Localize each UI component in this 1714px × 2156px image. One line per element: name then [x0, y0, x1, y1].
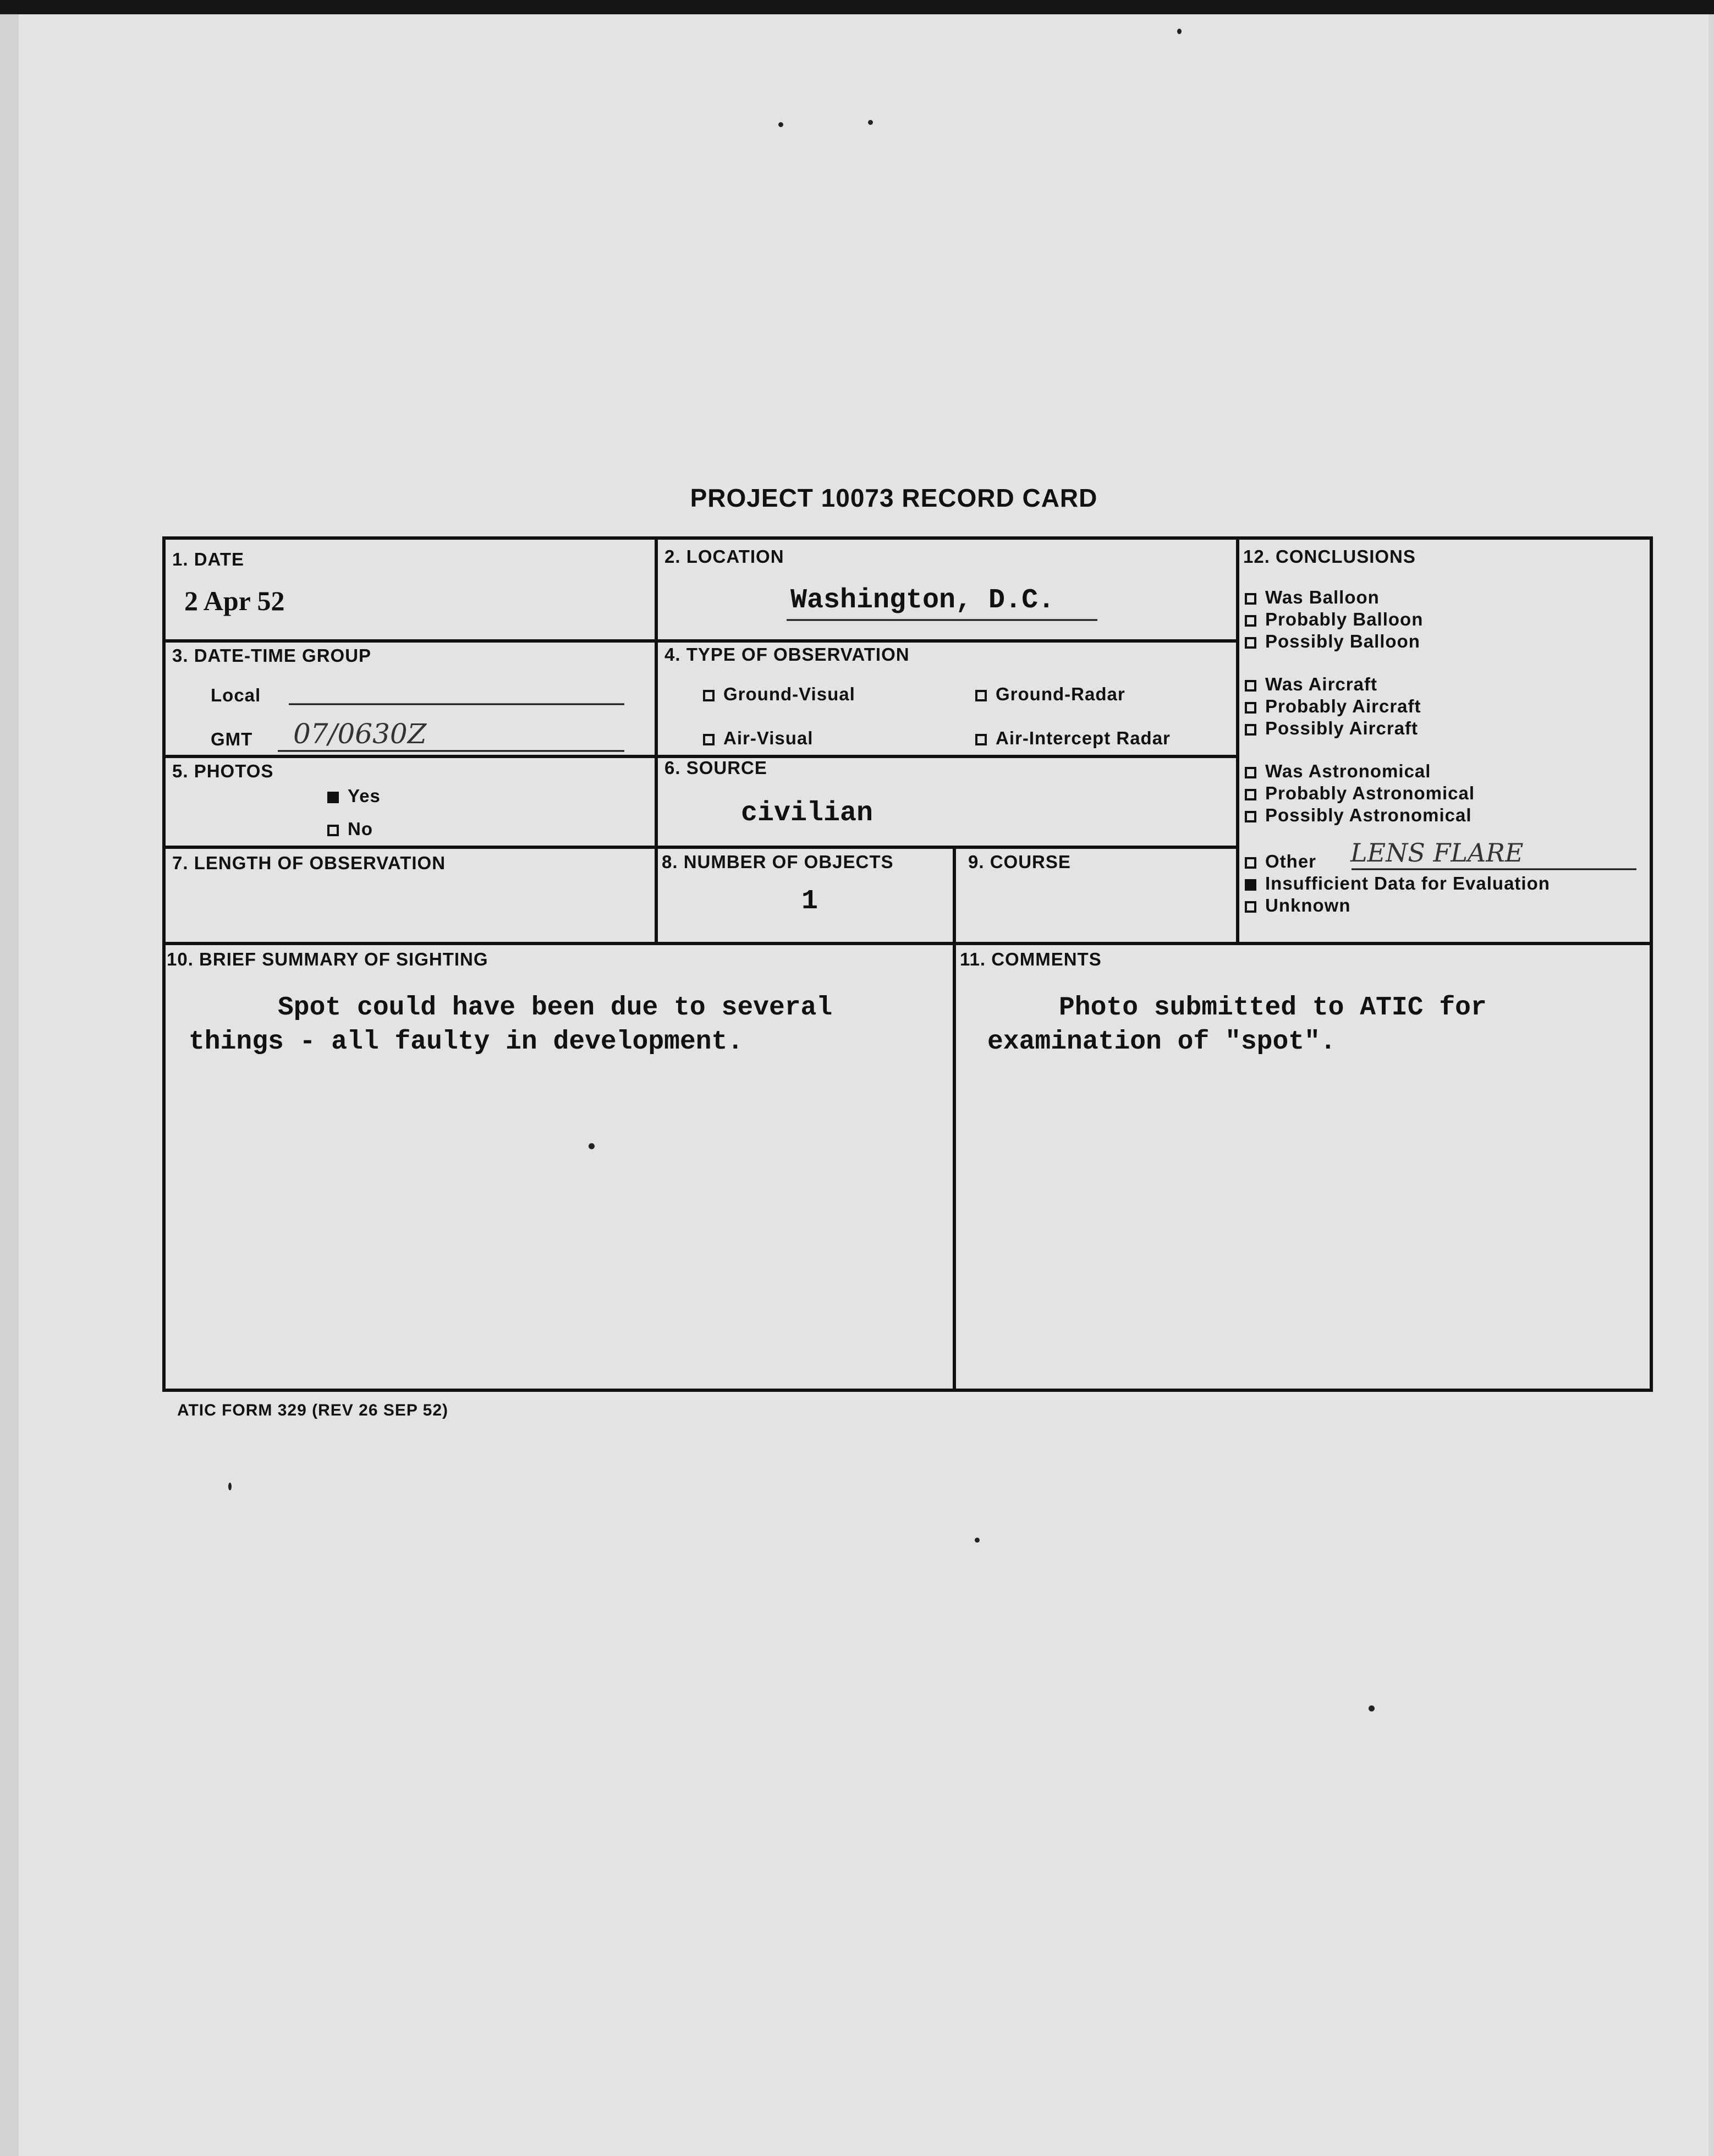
conclusion-probably-astronomical[interactable]: [1245, 783, 1475, 804]
option-air-intercept-radar[interactable]: [975, 728, 1171, 749]
option-label: Probably Aircraft: [1265, 696, 1421, 716]
scan-speck: [868, 120, 873, 125]
option-label: Was Astronomical: [1265, 761, 1431, 781]
option-label: Was Aircraft: [1265, 674, 1377, 694]
summary-line-1: Spot could have been due to several: [278, 993, 833, 1023]
local-time-label: Local: [211, 685, 261, 705]
option-label: Probably Astronomical: [1265, 783, 1475, 803]
option-label: Ground-Visual: [723, 684, 855, 704]
checkbox[interactable]: [703, 734, 715, 745]
conclusion-was-aircraft[interactable]: [1245, 674, 1377, 695]
conclusion-unknown[interactable]: [1245, 895, 1350, 916]
scan-speck: [1177, 29, 1182, 34]
scan-right-edge: [1708, 14, 1714, 2156]
location-label: 2. LOCATION: [664, 546, 784, 567]
checkbox[interactable]: [1245, 901, 1256, 913]
checkbox[interactable]: [975, 734, 987, 745]
scan-speck: [228, 1483, 232, 1490]
scan-speck: [1369, 1705, 1375, 1711]
photos-label: 5. PHOTOS: [172, 761, 274, 781]
checkbox[interactable]: [1245, 637, 1256, 649]
option-label: Probably Balloon: [1265, 609, 1424, 629]
conclusion-possibly-aircraft[interactable]: [1245, 718, 1418, 739]
conclusion-was-balloon[interactable]: [1245, 587, 1380, 608]
form-footer: ATIC FORM 329 (REV 26 SEP 52): [177, 1401, 449, 1419]
summary-label: 10. BRIEF SUMMARY OF SIGHTING: [167, 949, 488, 969]
date-time-group-label: 3. DATE-TIME GROUP: [172, 645, 372, 666]
checkbox[interactable]: [975, 690, 987, 701]
option-label: Unknown: [1265, 895, 1351, 915]
source-label: 6. SOURCE: [664, 758, 767, 778]
checkbox[interactable]: [1245, 724, 1256, 736]
conclusion-was-astronomical[interactable]: [1245, 761, 1431, 782]
date-value: 2 Apr 52: [184, 585, 285, 616]
gmt-label: GMT: [211, 729, 253, 749]
location-value: Washington, D.C.: [790, 585, 1055, 616]
number-of-objects-value: 1: [801, 886, 818, 917]
checkbox[interactable]: [327, 825, 339, 836]
option-ground-visual[interactable]: [703, 684, 855, 705]
checkbox[interactable]: [1245, 615, 1256, 627]
option-label: No: [348, 819, 373, 839]
checkbox[interactable]: [1245, 680, 1256, 692]
record-card-form: [162, 536, 1653, 1392]
type-of-observation-label: 4. TYPE OF OBSERVATION: [664, 644, 910, 665]
option-label: Insufficient Data for Evaluation: [1265, 873, 1550, 893]
checkbox-checked[interactable]: [1245, 879, 1256, 891]
option-label: Ground-Radar: [996, 684, 1125, 704]
photos-no-option[interactable]: [327, 819, 373, 840]
gmt-value: 07/0630Z: [293, 718, 427, 750]
length-of-observation-label: 7. LENGTH OF OBSERVATION: [172, 853, 446, 873]
option-air-visual[interactable]: [703, 728, 813, 749]
photos-yes-option[interactable]: [327, 786, 381, 807]
scan-top-border: [0, 0, 1714, 14]
option-label: Air-Visual: [723, 728, 814, 748]
conclusion-other[interactable]: [1245, 851, 1316, 872]
conclusion-possibly-astronomical[interactable]: [1245, 805, 1472, 826]
checkbox[interactable]: [1245, 857, 1256, 869]
conclusion-other-value: LENS FLARE: [1350, 838, 1524, 868]
checkbox[interactable]: [1245, 767, 1256, 778]
conclusion-probably-aircraft[interactable]: [1245, 696, 1421, 717]
scan-left-edge: [0, 14, 19, 2156]
comments-line-1: Photo submitted to ATIC for: [1059, 993, 1487, 1023]
checkbox[interactable]: [1245, 789, 1256, 800]
option-label: Other: [1265, 851, 1317, 871]
comments-label: 11. COMMENTS: [960, 949, 1102, 969]
scan-speck: [975, 1538, 980, 1543]
option-label: Yes: [348, 786, 381, 806]
source-value: civilian: [741, 798, 874, 829]
conclusion-probably-balloon[interactable]: [1245, 609, 1423, 630]
option-label: Was Balloon: [1265, 587, 1380, 607]
checkbox[interactable]: [703, 690, 715, 701]
conclusion-possibly-balloon[interactable]: [1245, 631, 1420, 652]
option-label: Possibly Astronomical: [1265, 805, 1472, 825]
number-of-objects-label: 8. NUMBER OF OBJECTS: [662, 852, 894, 872]
checkbox[interactable]: [1245, 811, 1256, 822]
summary-line-2: things - all faulty in development.: [189, 1027, 744, 1057]
option-label: Possibly Aircraft: [1265, 718, 1419, 738]
date-label: 1. DATE: [172, 549, 245, 569]
option-ground-radar[interactable]: [975, 684, 1125, 705]
conclusion-insufficient-data[interactable]: [1245, 873, 1550, 894]
course-label: 9. COURSE: [968, 852, 1071, 872]
conclusions-label: 12. CONCLUSIONS: [1243, 546, 1416, 567]
checkbox[interactable]: [1245, 593, 1256, 605]
scan-speck: [778, 122, 783, 127]
comments-line-2: examination of "spot".: [987, 1027, 1336, 1057]
card-title: PROJECT 10073 RECORD CARD: [690, 484, 1098, 512]
option-label: Air-Intercept Radar: [996, 728, 1171, 748]
option-label: Possibly Balloon: [1265, 631, 1420, 651]
checkbox[interactable]: [1245, 702, 1256, 714]
checkbox-checked[interactable]: [327, 792, 339, 803]
